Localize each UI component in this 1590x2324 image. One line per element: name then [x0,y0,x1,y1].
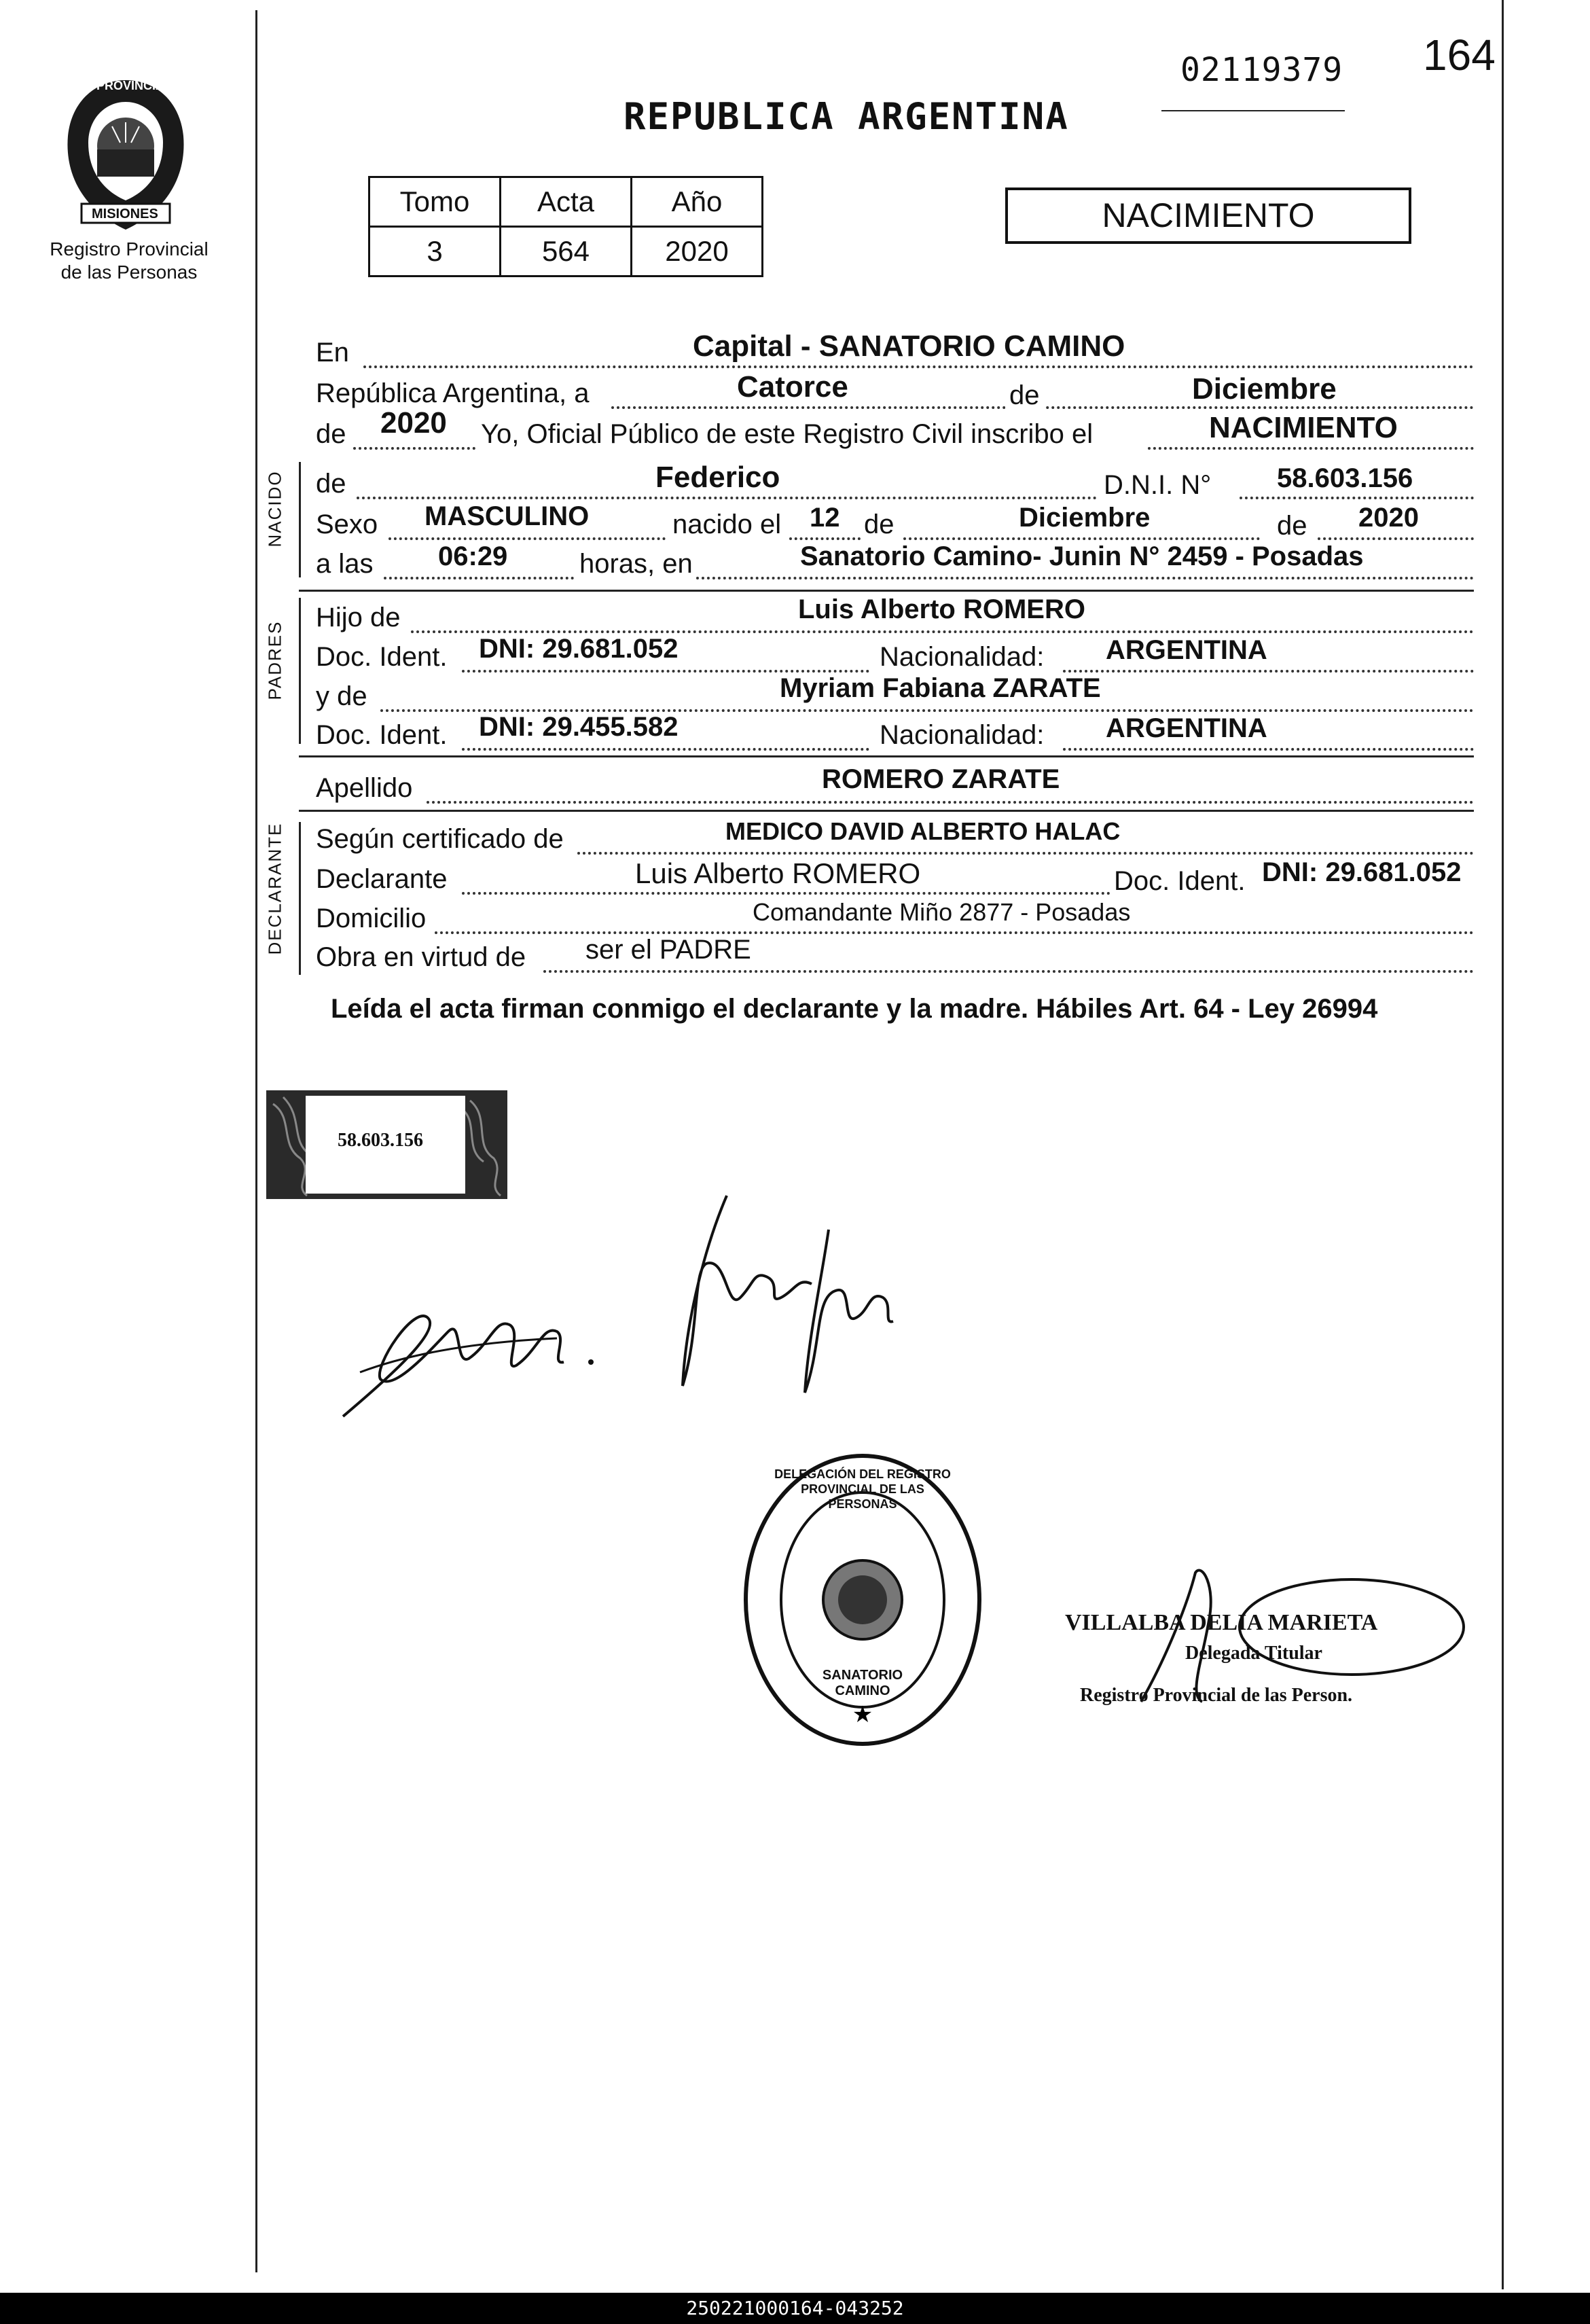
section-label-nacido: NACIDO [264,470,285,548]
page-title: REPUBLICA ARGENTINA [624,95,1069,138]
section-label-declarante: DECLARANTE [264,822,285,955]
table-header-tomo: Tomo [369,177,501,227]
label-declarante: Declarante [316,864,448,894]
label-nacido-el: nacido el [672,510,782,539]
label-sexo: Sexo [316,510,378,539]
closing-statement: Leída el acta firman conmigo el declarante y la madre. Hábiles Art. 64 - Ley 26994 [331,994,1378,1024]
label-nacionalidad: Nacionalidad: [880,720,1045,750]
table-header-acta: Acta [501,177,632,227]
document-footer-code: 250221000164-043252 [0,2293,1590,2324]
label-de: de [1005,380,1044,411]
record-table [368,176,763,277]
dotted-line [789,537,861,540]
right-margin-line [1502,0,1504,2289]
dotted-line [462,748,869,751]
dotted-line [1318,537,1474,540]
agency-name: Registro Provincial de las Personas [50,238,209,283]
dotted-line [462,670,869,673]
label-horas-en: horas, en [579,549,693,579]
birth-day-value: 12 [810,503,840,533]
dotted-line [1063,748,1474,751]
dotted-line [357,497,1097,499]
label-de: de [1277,511,1307,541]
birth-month-value: Diciembre [1019,503,1151,533]
child-dni-value: 58.603.156 [1277,463,1413,493]
table-value-anio: 2020 [632,227,763,276]
child-name-value: Federico [655,461,780,494]
section-divider [299,590,1474,592]
label-obra: Obra en virtud de [316,942,526,972]
birth-time-value: 06:29 [438,541,508,571]
father-doc-value: DNI: 29.681.052 [479,634,679,664]
father-nationality-value: ARGENTINA [1106,635,1267,665]
mother-doc-value: DNI: 29.455.582 [479,712,679,742]
serial-number: 02119379 [1180,51,1343,89]
left-margin-line [255,10,257,2272]
label-de: de [316,469,346,499]
declarant-doc-value: DNI: 29.681.052 [1262,857,1462,887]
dotted-line [1148,447,1474,450]
label-doc-ident: Doc. Ident. [1114,866,1246,896]
label-domicilio: Domicilio [316,904,427,933]
label-inscribo: Yo, Oficial Público de este Registro Civil inscribo el [481,419,1094,449]
address-value: Comandante Miño 2877 - Posadas [753,898,1131,926]
birth-place-value: Sanatorio Camino- Junin N° 2459 - Posadas [800,541,1364,571]
dotted-line [353,447,475,450]
sex-value: MASCULINO [424,501,590,531]
agency-logo [54,75,197,234]
label-nacionalidad: Nacionalidad: [880,642,1045,672]
seal-text-bottom: MISIONES [92,207,158,221]
label-a-las: a las [316,549,374,579]
dotted-line [1240,497,1474,499]
section-divider [299,755,1474,757]
page-number: 164 [1423,31,1496,79]
official-role: Delegada Titular [1185,1643,1322,1664]
label-de: de [316,419,346,449]
table-value-acta: 564 [501,227,632,276]
section-bracket [299,598,301,744]
dotted-line [363,365,1474,368]
fingerprint-box [266,1090,507,1199]
fingerprint-label: 58.603.156 [338,1130,423,1151]
label-segun-certificado: Según certificado de [316,824,564,854]
dotted-line [427,801,1474,804]
mother-nationality-value: ARGENTINA [1106,713,1267,743]
label-republica: República Argentina, a [316,378,590,408]
label-en: En [316,338,349,368]
official-name: VILLALBA DELIA MARIETA [1065,1610,1378,1635]
label-hijo-de: Hijo de [316,603,401,632]
official-office: Registro Provincial de las Person. [1080,1685,1353,1706]
day-words-value: Catorce [737,370,848,404]
label-doc-ident: Doc. Ident. [316,642,448,672]
section-bracket [299,462,301,577]
section-divider [299,810,1474,812]
dotted-line [384,577,574,579]
stamp-inner-text: SANATORIO CAMINO [822,1668,903,1698]
declarant-name-value: Luis Alberto ROMERO [635,857,921,889]
obra-value: ser el PADRE [585,935,751,965]
label-apellido: Apellido [316,773,413,803]
dotted-line [462,892,1110,895]
serial-underline [1161,110,1345,111]
dotted-line [903,537,1260,540]
place-value: Capital - SANATORIO CAMINO [693,329,1125,363]
table-header-anio: Año [632,177,763,227]
act-value: NACIMIENTO [1209,411,1398,444]
dotted-line [543,970,1474,973]
dotted-line [696,577,1474,579]
label-de: de [864,510,895,539]
section-label-padres: PADRES [264,620,285,700]
svg-text:★: ★ [852,1701,873,1728]
signature-declarant [333,1277,604,1427]
stamp-outer-text: DELEGACIÓN DEL REGISTRO PROVINCIAL DE LAS PERSONAS [774,1467,951,1511]
label-y-de: y de [316,681,367,711]
dotted-line [411,630,1474,633]
dotted-line [435,931,1474,934]
dotted-line [577,852,1474,855]
certifier-value: MEDICO DAVID ALBERTO HALAC [725,817,1121,845]
table-value-tomo: 3 [369,227,501,276]
official-stamp [740,1450,985,1749]
surname-value: ROMERO ZARATE [822,764,1060,794]
label-dni: D.N.I. N° [1104,470,1212,500]
signature-mother [652,1189,910,1399]
seal-text-top: PROVINCIA DE [96,79,185,92]
month-value: Diciembre [1192,372,1337,406]
record-type-box: NACIMIENTO [1005,187,1411,244]
birth-year-value: 2020 [1358,503,1419,533]
dotted-line [1063,670,1474,673]
mother-name-value: Myriam Fabiana ZARATE [780,673,1101,703]
label-doc-ident: Doc. Ident. [316,720,448,750]
year-value: 2020 [380,406,447,440]
section-bracket [299,822,301,975]
dotted-line [389,537,666,540]
father-name-value: Luis Alberto ROMERO [798,594,1085,624]
